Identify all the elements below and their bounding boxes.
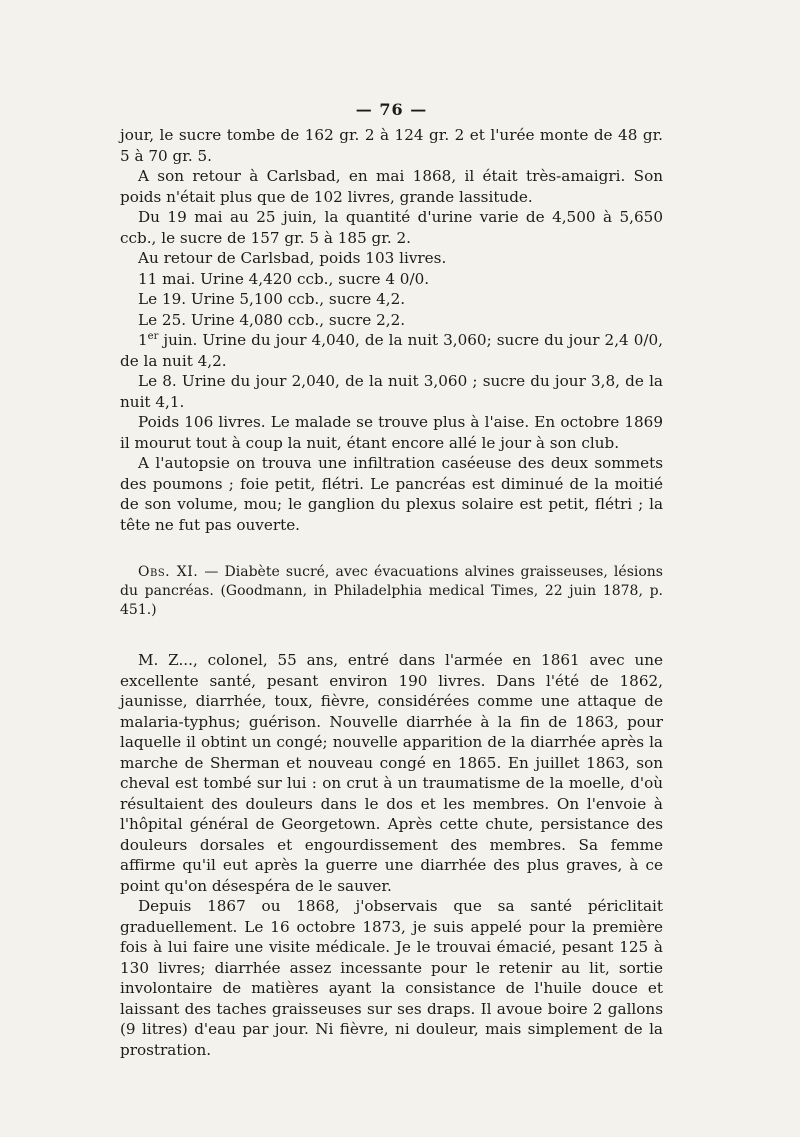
- paragraph: Poids 106 livres. Le malade se trouve plus à l'aise. En octobre 1869 il mourut tout à coup la nuit, étant encore allé le jour à son club.: [120, 413, 663, 452]
- paragraph-juin-text: juin. Urine du jour 4,040, de la nuit 3,060; sucre du jour 2,4 0/0, de la nuit 4,2.: [120, 331, 663, 370]
- observation-label: Obs. XI.: [138, 564, 199, 580]
- section-3: [120, 650, 663, 1060]
- paragraph: A son retour à Carlsbad, en mai 1868, il était très-amaigri. Son poids n'était plus que de 102 livres, grande lassitude.: [120, 167, 663, 206]
- paragraph: Au retour de Carlsbad, poids 103 livres.: [138, 249, 447, 267]
- page-number: — 76 —: [355, 100, 428, 119]
- paragraph: Le 8. Urine du jour 2,040, de la nuit 3,060 ; sucre du jour 3,8, de la nuit 4,1.: [120, 372, 663, 411]
- paragraph: Depuis 1867 ou 1868, j'observais que sa santé périclitait graduellement. Le 16 octobre 1873, je suis appelé pour la première fois à lui faire une visite médicale. Je le trouvai émacié, pesant 125 à 130 livres; diarrhée assez incessante pour le retenir au lit, sortie involontaire de matières ayant la consistance de l'huile douce et laissant des taches graisseuses sur ses draps. Il avoue boire 2 gallons (9 litres) d'eau par jour. Ni fièvre, ni douleur, mais simplement de la prostration.: [120, 897, 663, 1059]
- paragraph: A l'autopsie on trouva une infiltration caséeuse des deux sommets des poumons ; foie petit, flétri. Le pancréas est diminué de la moitié de son volume, mou; le ganglion du plexus solaire est petit, flétri ; la tête ne fut pas ouverte.: [120, 454, 663, 534]
- paragraph: Le 25. Urine 4,080 ccb., sucre 2,2.: [138, 310, 406, 329]
- section-1: [120, 125, 663, 535]
- date-day: 1: [138, 331, 148, 349]
- paragraph: Du 19 mai au 25 juin, la quantité d'urine varie de 4,500 à 5,650 ccb., le sucre de 157 gr. 5 à 185 gr. 2.: [120, 208, 663, 247]
- paragraph: Le 19. Urine 5,100 ccb., sucre 4,2.: [138, 290, 406, 308]
- paragraph-juin: [120, 330, 663, 371]
- date-ordinal: er: [147, 330, 159, 342]
- paragraph: M. Z..., colonel, 55 ans, entré dans l'armée en 1861 avec une excellente santé, pesant environ 190 livres. Dans l'été de 1862, jaunisse, diarrhée, toux, fièvre, considérées comme une attaque de malaria-typhus; guérison. Nouvelle diarrhée à la fin de 1863, pour laquelle il obtint un congé; nouvelle apparition de la diarrhée après la marche de Sherman et nouveau congé en 1865. En juillet 1863, son cheval est tombé sur lui : on crut à un traumatisme de la moelle, d'où résultaient des douleurs dans le dos et les membres. On l'envoie à l'hôpital général de Georgetown. Après cette chute, persistance des douleurs dorsales et engourdissement des membres. Sa femme affirme qu'il eut après la guerre une diarrhée des plus graves, à ce point qu'on désespéra de le sauver.: [120, 651, 663, 895]
- paragraph: 11 mai. Urine 4,420 ccb., sucre 4 0/0.: [138, 269, 430, 288]
- observation-heading: [120, 563, 663, 620]
- observation-title: — Diabète sucré, avec évacuations alvines graisseuses, lésions du pancréas. (Goodmann, in Philadelphia medical Times, 22 juin 1878, p. 451.): [120, 564, 663, 618]
- paragraph: jour, le sucre tombe de 162 gr. 2 à 124 gr. 2 et l'urée monte de 48 gr. 5 à 70 gr. 5.: [120, 126, 663, 165]
